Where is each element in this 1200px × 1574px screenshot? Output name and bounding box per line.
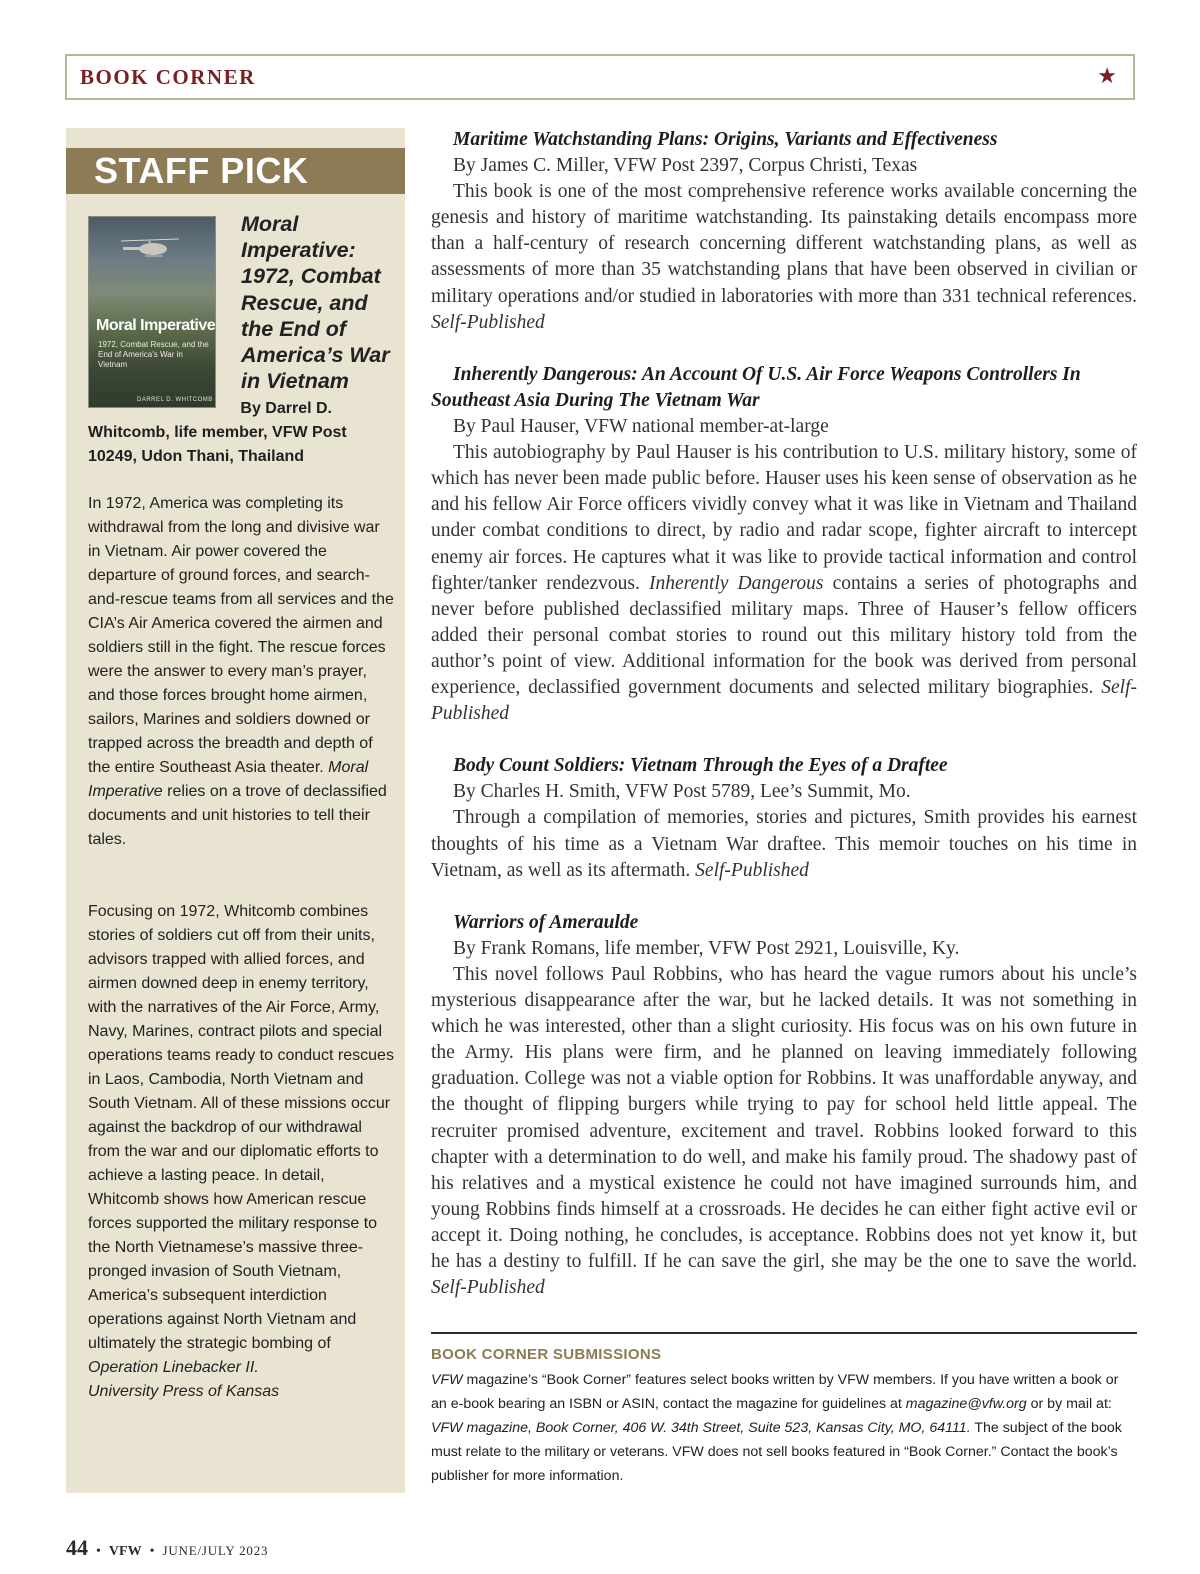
publisher: Self-Published	[695, 859, 809, 881]
book-description	[431, 805, 1137, 883]
staff-pick-paragraph-1	[88, 492, 396, 852]
publisher: Self-Published	[431, 311, 545, 333]
staff-pick-paragraph-2	[88, 900, 396, 1404]
book-description	[431, 179, 1137, 336]
section-header	[65, 54, 1135, 100]
description-text: This novel follows Paul Robbins, who has heard the vague rumors about his uncle’s mysterious disappearance after the war, but he lacked details. It was not something in which he was interested, other than a slight curiosity. His focus was on his own future in the Army. His plans were firm, and he planned on leaving immediately following graduation. College was not a viable option for Robbins. It was unaffordable anyway, and the thought of flipping burgers while trying to pay for school held little appeal. The recruiter promised adventure, excitement and travel. Robbins looked forward to this chapter with a determination to do well, and make his family proud. The shadowy past of his relatives and a mystical existence he could not have imagined surrounds him, and young Robbins finds himself at a crossroads. He decides he can either fight active evil or accept it. Doing nothing, he concludes, is acceptance. Robbins does not yet know it, but he has a destiny to fulfill. If he can save the girl, she may be the one to save the world.	[431, 964, 1137, 1273]
book-list	[431, 127, 1137, 1327]
book-title: Warriors of Ameraulde	[453, 911, 639, 933]
byline-line-1: By Darrel D.	[240, 400, 332, 417]
submissions-heading: BOOK CORNER SUBMISSIONS	[431, 1346, 662, 1363]
byline-line-2: Whitcomb, life member, VFW Post 10249, Udon Thani, Thailand	[88, 424, 347, 465]
book-cover-image	[88, 216, 216, 408]
book-author: By Charles H. Smith, VFW Post 5789, Lee’s Summit, Mo.	[453, 781, 911, 803]
mailing-address: VFW magazine, Book Corner, 406 W. 34th Street, Suite 523, Kansas City, MO, 64111.	[431, 1420, 971, 1436]
staff-pick-sidebar	[66, 128, 405, 1493]
submissions-body: or by mail at:	[1030, 1396, 1112, 1412]
staff-pick-title: Moral Imperative: 1972, Combat Rescue, and the End of America’s War in Vietnam	[241, 212, 390, 394]
staff-pick-byline	[88, 397, 398, 469]
submissions-body: The subject of the book must relate to the military or veterans. VFW does not sell books featured in “Book Corner.” Contact the book’s publisher for more information.	[431, 1420, 1122, 1484]
book-entry	[431, 753, 1137, 883]
bullet: •	[96, 1544, 101, 1559]
publisher: Self-Published	[431, 1277, 545, 1299]
book-description	[431, 962, 1137, 1301]
staff-pick-banner: STAFF PICK	[66, 148, 405, 194]
cover-author: DARREL D. WHITCOMB	[137, 397, 213, 403]
description-text: Through a compilation of memories, stories and pictures, Smith provides his earnest thoughts of his time as a Vietnam War draftee. This memoir touches on his time in Vietnam, as well as its aftermath.	[431, 807, 1137, 881]
book-entry	[431, 362, 1137, 727]
book-entry	[431, 910, 1137, 1301]
book-title-italic: Moral Imperative	[88, 759, 369, 800]
description-text: This autobiography by Paul Hauser is his contribution to U.S. military history, some of which has never been made public before. Hauser uses his keen sense of observation as he and his fellow Air Force officers vividly convey what it was like in Vietnam and Thailand under combat conditions to direct, by radio and radar scope, fighter aircraft to intercept enemy air forces. He captures what it was like to provide tactical information and control fighter/tanker rendezvous.	[431, 442, 1137, 594]
publisher: University Press of Kansas	[88, 1383, 280, 1400]
submissions-text	[431, 1368, 1137, 1488]
bullet: •	[149, 1544, 155, 1559]
book-entry	[431, 127, 1137, 336]
book-author: By James C. Miller, VFW Post 2397, Corpus Christi, Texas	[453, 155, 918, 177]
paragraph-text: relies on a trove of declassified documents and unit histories to tell their tales.	[88, 783, 387, 848]
publisher: Self-Published	[431, 676, 1137, 725]
submissions-body: magazine’s “Book Corner” features select books written by VFW members. If you have written a book or an e-book bearing an ISBN or ASIN, contact the magazine for guidelines at	[431, 1372, 1119, 1412]
paragraph-text: In 1972, America was completing its withdrawal from the long and divisive war in Vietnam. Air power covered the departure of ground forces, and search-and-rescue teams from all services and the CIA’s Air America covered the airmen and soldiers still in the fight. The rescue forces were the answer to every man’s prayer, and those forces brought home airmen, sailors, Marines and soldiers downed or trapped across the breadth and depth of the entire Southeast Asia theater.	[88, 495, 394, 776]
book-title: Body Count Soldiers: Vietnam Through the Eyes of a Draftee	[453, 755, 948, 777]
cover-subtitle: 1972, Combat Rescue, and the End of America's War in Vietnam	[98, 340, 209, 369]
magazine-name: VFW	[108, 1544, 142, 1559]
description-text: contains a series of photographs and never before published declassified military maps. Three of Hauser’s fellow officers added their personal combat stories to round out this military history told from the author’s point of view. Additional information for the book was derived from personal experience, declassified government documents and selected military biographies.	[431, 572, 1138, 698]
email-link[interactable]: magazine@vfw.org	[905, 1396, 1027, 1412]
magazine-name: VFW	[431, 1372, 463, 1388]
operation-name: Operation Linebacker II.	[88, 1359, 259, 1376]
star-icon: ★	[1097, 64, 1117, 89]
page-footer	[66, 1535, 268, 1561]
page-number: 44	[66, 1535, 88, 1560]
cover-title: Moral Imperative	[96, 317, 216, 334]
issue-date: JUNE/JULY 2023	[162, 1543, 269, 1558]
book-author: By Paul Hauser, VFW national member-at-large	[453, 416, 829, 438]
paragraph-text: Focusing on 1972, Whitcomb combines stories of soldiers cut off from their units, advisors trapped with allied forces, and airmen downed deep in enemy territory, with the narratives of the Air Force, Army, Navy, Marines, contract pilots and special operations teams ready to conduct rescues in Laos, Cambodia, North Vietnam and South Vietnam. All of these missions occur against the backdrop of our withdrawal from the war and our diplomatic efforts to achieve a lasting peace. In detail, Whitcomb shows how American rescue forces supported the military response to the North Vietnamese’s massive three-pronged invasion of South Vietnam, America’s subsequent interdiction operations against North Vietnam and ultimately the strategic bombing of	[88, 903, 394, 1352]
book-title-italic: Inherently Dangerous	[649, 572, 824, 594]
book-title: Inherently Dangerous: An Account Of U.S. Air Force Weapons Controllers In Southeast Asia During The Vietnam War	[431, 363, 1081, 411]
book-title: Maritime Watchstanding Plans: Origins, Variants and Effectiveness	[453, 129, 998, 150]
book-description	[431, 440, 1137, 727]
helicopter-icon	[119, 237, 181, 259]
submissions-box	[431, 1332, 1137, 1488]
section-title: BOOK CORNER	[80, 65, 256, 89]
book-author: By Frank Romans, life member, VFW Post 2921, Louisville, Ky.	[453, 937, 960, 959]
description-text: This book is one of the most comprehensive reference works available concerning the genesis and history of maritime watchstanding. Its painstaking details encompass more than a half-century of research concerning different watchstanding plans, as well as assessments of more than 35 watchstanding plans that have been observed in civilian or military operations and/or studied in laboratories with more than 331 technical references.	[431, 181, 1137, 307]
